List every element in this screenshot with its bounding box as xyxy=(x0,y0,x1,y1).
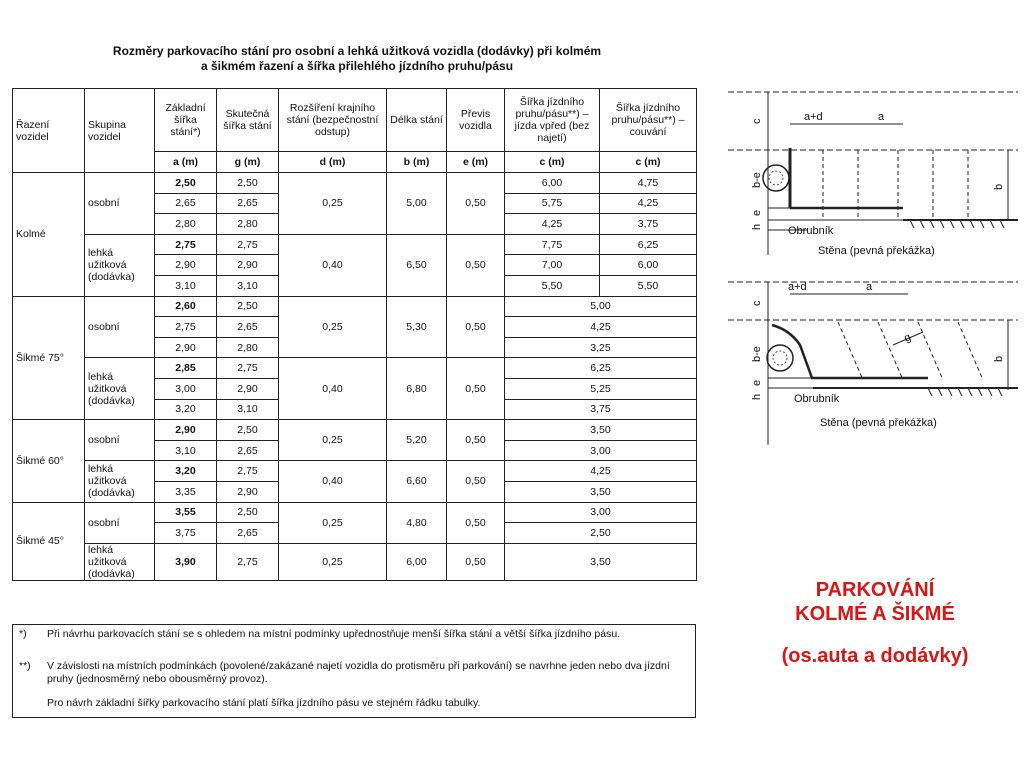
lane-width-cell: 3,50 xyxy=(505,543,697,580)
column-header: Skutečná šířka stání xyxy=(217,89,279,152)
footnote-text: Pro návrh základní šířky parkovacího stání platí šířka jízdního pásu ve stejném řádku tabulky. xyxy=(47,697,481,709)
unit-cell: e (m) xyxy=(447,152,505,173)
caption-line-2: KOLMÉ A ŠIKMÉ xyxy=(795,603,955,625)
actual-width-cell: 2,90 xyxy=(217,481,279,502)
slide-caption xyxy=(740,578,1010,668)
table-header-row xyxy=(13,89,697,152)
lane-width-forward-cell: 7,75 xyxy=(505,234,600,255)
base-width-cell: 3,35 xyxy=(155,481,217,502)
lane-width-reverse-cell: 6,00 xyxy=(600,255,697,276)
footnote-text: V závislosti na místních podmínkách (povolené/zakázané najetí vozidla do protisměru při parkování) se navrhne jeden nebo dva jízdní pruhy (jednosměrný nebo obousměrný provoz). xyxy=(47,660,670,685)
lane-width-cell: 5,00 xyxy=(505,296,697,317)
extension-cell: 0,25 xyxy=(279,420,387,461)
dim-label-c: c xyxy=(751,118,763,124)
column-header: Skupina vozidel xyxy=(85,89,155,173)
length-cell: 5,20 xyxy=(387,420,447,461)
base-width-cell: 3,20 xyxy=(155,461,217,482)
lane-width-reverse-cell: 4,25 xyxy=(600,193,697,214)
lane-width-reverse-cell: 3,75 xyxy=(600,214,697,235)
unit-cell: c (m) xyxy=(505,152,600,173)
lane-width-forward-cell: 5,75 xyxy=(505,193,600,214)
dim-label-b: b xyxy=(993,355,1005,362)
lane-width-cell: 3,00 xyxy=(505,502,697,523)
base-width-cell: 2,50 xyxy=(155,173,217,194)
overhang-cell: 0,50 xyxy=(447,461,505,502)
footnote-3 xyxy=(19,697,689,710)
base-width-cell: 3,20 xyxy=(155,399,217,420)
base-width-cell: 2,65 xyxy=(155,193,217,214)
vehicle-group-cell: osobní xyxy=(85,296,155,358)
extension-cell: 0,25 xyxy=(279,543,387,580)
unit-cell: b (m) xyxy=(387,152,447,173)
table-title-line-2: a šikmém řazení a šířka přilehlého jízdního pruhu/pásu xyxy=(200,59,514,73)
lane-width-forward-cell: 4,25 xyxy=(505,214,600,235)
lane-width-cell: 3,75 xyxy=(505,399,697,420)
lane-width-forward-cell: 6,00 xyxy=(505,173,600,194)
overhang-cell: 0,50 xyxy=(447,543,505,580)
table-row xyxy=(13,173,697,194)
base-width-cell: 3,55 xyxy=(155,502,217,523)
overhang-cell: 0,50 xyxy=(447,296,505,358)
base-width-cell: 2,85 xyxy=(155,358,217,379)
base-width-cell: 2,90 xyxy=(155,337,217,358)
column-header: Rozšíření krajního stání (bezpečnostní odstup) xyxy=(279,89,387,152)
column-header: Délka stání xyxy=(387,89,447,152)
length-cell: 4,80 xyxy=(387,502,447,543)
arrangement-cell: Šikmé 60° xyxy=(13,420,85,502)
footnote-mark: **) xyxy=(19,660,31,672)
dim-label-h: h xyxy=(751,223,763,230)
dim-label-b-minus-e: b-e xyxy=(751,346,763,362)
actual-width-cell: 2,75 xyxy=(217,234,279,255)
table-row xyxy=(13,234,697,255)
actual-width-cell: 2,65 xyxy=(217,440,279,461)
vehicle-group-cell: lehká užitková (dodávka) xyxy=(85,234,155,296)
length-cell: 6,00 xyxy=(387,543,447,580)
unit-cell: c (m) xyxy=(600,152,697,173)
footnote-mark: *) xyxy=(19,628,27,640)
actual-width-cell: 2,65 xyxy=(217,317,279,338)
base-width-cell: 2,90 xyxy=(155,420,217,441)
footnote-1 xyxy=(19,628,689,641)
dim-label-c: c xyxy=(751,300,763,306)
vehicle-group-cell: lehká užitková (dodávka) xyxy=(85,358,155,420)
parking-dimensions-table xyxy=(12,88,697,581)
length-cell: 5,30 xyxy=(387,296,447,358)
arrangement-cell: Šikmé 45° xyxy=(13,502,85,580)
lane-width-cell: 5,25 xyxy=(505,378,697,399)
curb-label: Obrubník xyxy=(794,393,840,405)
document-scan xyxy=(8,40,704,722)
dim-label-e: e xyxy=(751,209,763,216)
extension-cell: 0,40 xyxy=(279,358,387,420)
base-width-cell: 3,90 xyxy=(155,543,217,580)
base-width-cell: 3,75 xyxy=(155,523,217,544)
overhang-cell: 0,50 xyxy=(447,358,505,420)
dim-label-b: b xyxy=(993,183,1005,190)
actual-width-cell: 2,80 xyxy=(217,337,279,358)
overhang-cell: 0,50 xyxy=(447,234,505,296)
column-header: Převis vozidla xyxy=(447,89,505,152)
table-row xyxy=(13,461,697,482)
actual-width-cell: 2,50 xyxy=(217,420,279,441)
lane-width-cell: 3,50 xyxy=(505,420,697,441)
arrangement-cell: Kolmé xyxy=(13,173,85,297)
lane-width-forward-cell: 7,00 xyxy=(505,255,600,276)
footnote-text: Při návrhu parkovacích stání se s ohledem na místní podmínky upřednostňuje menší šířka stání a větší šířka jízdního pásu. xyxy=(47,628,621,640)
extension-cell: 0,40 xyxy=(279,234,387,296)
lane-width-cell: 3,00 xyxy=(505,440,697,461)
dim-label-e: e xyxy=(751,379,763,386)
actual-width-cell: 2,50 xyxy=(217,296,279,317)
overhang-cell: 0,50 xyxy=(447,173,505,235)
vehicle-group-cell: osobní xyxy=(85,173,155,235)
lane-width-reverse-cell: 4,75 xyxy=(600,173,697,194)
actual-width-cell: 2,75 xyxy=(217,543,279,580)
extension-cell: 0,25 xyxy=(279,173,387,235)
actual-width-cell: 2,65 xyxy=(217,193,279,214)
dim-label-g: g xyxy=(902,331,913,345)
base-width-cell: 2,60 xyxy=(155,296,217,317)
lane-width-cell: 2,50 xyxy=(505,523,697,544)
lane-width-reverse-cell: 5,50 xyxy=(600,275,697,296)
actual-width-cell: 2,65 xyxy=(217,523,279,544)
base-width-cell: 3,00 xyxy=(155,378,217,399)
curb-label: Obrubník xyxy=(788,225,834,237)
lane-width-cell: 3,25 xyxy=(505,337,697,358)
wall-label: Stěna (pevná překážka) xyxy=(818,245,935,257)
lane-width-cell: 3,50 xyxy=(505,481,697,502)
lane-width-cell: 4,25 xyxy=(505,317,697,338)
actual-width-cell: 2,75 xyxy=(217,358,279,379)
vehicle-group-cell: lehká užitková (dodávka) xyxy=(85,461,155,502)
overhang-cell: 0,50 xyxy=(447,502,505,543)
table-title-line-1: Rozměry parkovacího stání pro osobní a lehká užitková vozidla (dodávky) při kolmém xyxy=(112,44,602,58)
actual-width-cell: 3,10 xyxy=(217,275,279,296)
extension-cell: 0,25 xyxy=(279,502,387,543)
extension-cell: 0,40 xyxy=(279,461,387,502)
column-header: Základní šířka stání*) xyxy=(155,89,217,152)
column-header: Šířka jízdního pruhu/pásu**) – couvání xyxy=(600,89,697,152)
actual-width-cell: 2,50 xyxy=(217,173,279,194)
unit-cell: g (m) xyxy=(217,152,279,173)
unit-cell: d (m) xyxy=(279,152,387,173)
lane-width-forward-cell: 5,50 xyxy=(505,275,600,296)
actual-width-cell: 2,75 xyxy=(217,461,279,482)
base-width-cell: 3,10 xyxy=(155,440,217,461)
dim-label-b-minus-e: b-e xyxy=(751,172,763,188)
lane-width-cell: 4,25 xyxy=(505,461,697,482)
footnote-2 xyxy=(19,660,689,685)
length-cell: 5,00 xyxy=(387,173,447,235)
vehicle-group-cell: lehká užitková (dodávka) xyxy=(85,543,155,580)
base-width-cell: 2,75 xyxy=(155,234,217,255)
unit-cell: a (m) xyxy=(155,152,217,173)
arrangement-cell: Šikmé 75° xyxy=(13,296,85,420)
actual-width-cell: 2,90 xyxy=(217,378,279,399)
vehicle-group-cell: osobní xyxy=(85,420,155,461)
lane-width-cell: 6,25 xyxy=(505,358,697,379)
table-row xyxy=(13,420,697,441)
caption-line-3: (os.auta a dodávky) xyxy=(781,645,969,667)
angled-parking-diagram xyxy=(728,270,1018,450)
base-width-cell: 2,75 xyxy=(155,317,217,338)
actual-width-cell: 2,50 xyxy=(217,502,279,523)
tree-icon xyxy=(767,345,793,371)
caption-line-1: PARKOVÁNÍ xyxy=(815,579,935,601)
actual-width-cell: 2,90 xyxy=(217,255,279,276)
wall-label: Stěna (pevná překážka) xyxy=(820,417,937,429)
table-title xyxy=(22,44,692,74)
dim-label-a: a xyxy=(866,281,873,293)
dim-label-a: a xyxy=(878,111,885,123)
base-width-cell: 2,90 xyxy=(155,255,217,276)
length-cell: 6,60 xyxy=(387,461,447,502)
actual-width-cell: 3,10 xyxy=(217,399,279,420)
column-header: Řazení vozidel xyxy=(13,89,85,173)
length-cell: 6,80 xyxy=(387,358,447,420)
extension-cell: 0,25 xyxy=(279,296,387,358)
tree-icon xyxy=(763,165,789,191)
table-row xyxy=(13,296,697,317)
footnotes xyxy=(12,624,696,718)
table-row xyxy=(13,543,697,580)
dim-label-a-plus-d: a+d xyxy=(788,281,807,293)
overhang-cell: 0,50 xyxy=(447,420,505,461)
table-row xyxy=(13,502,697,523)
base-width-cell: 2,80 xyxy=(155,214,217,235)
dim-label-h: h xyxy=(751,393,763,400)
perpendicular-parking-diagram xyxy=(728,80,1018,260)
table-row xyxy=(13,358,697,379)
column-header: Šířka jízdního pruhu/pásu**) – jízda vpřed (bez najetí) xyxy=(505,89,600,152)
actual-width-cell: 2,80 xyxy=(217,214,279,235)
length-cell: 6,50 xyxy=(387,234,447,296)
vehicle-group-cell: osobní xyxy=(85,502,155,543)
lane-width-reverse-cell: 6,25 xyxy=(600,234,697,255)
dim-label-a-plus-d: a+d xyxy=(804,111,823,123)
base-width-cell: 3,10 xyxy=(155,275,217,296)
